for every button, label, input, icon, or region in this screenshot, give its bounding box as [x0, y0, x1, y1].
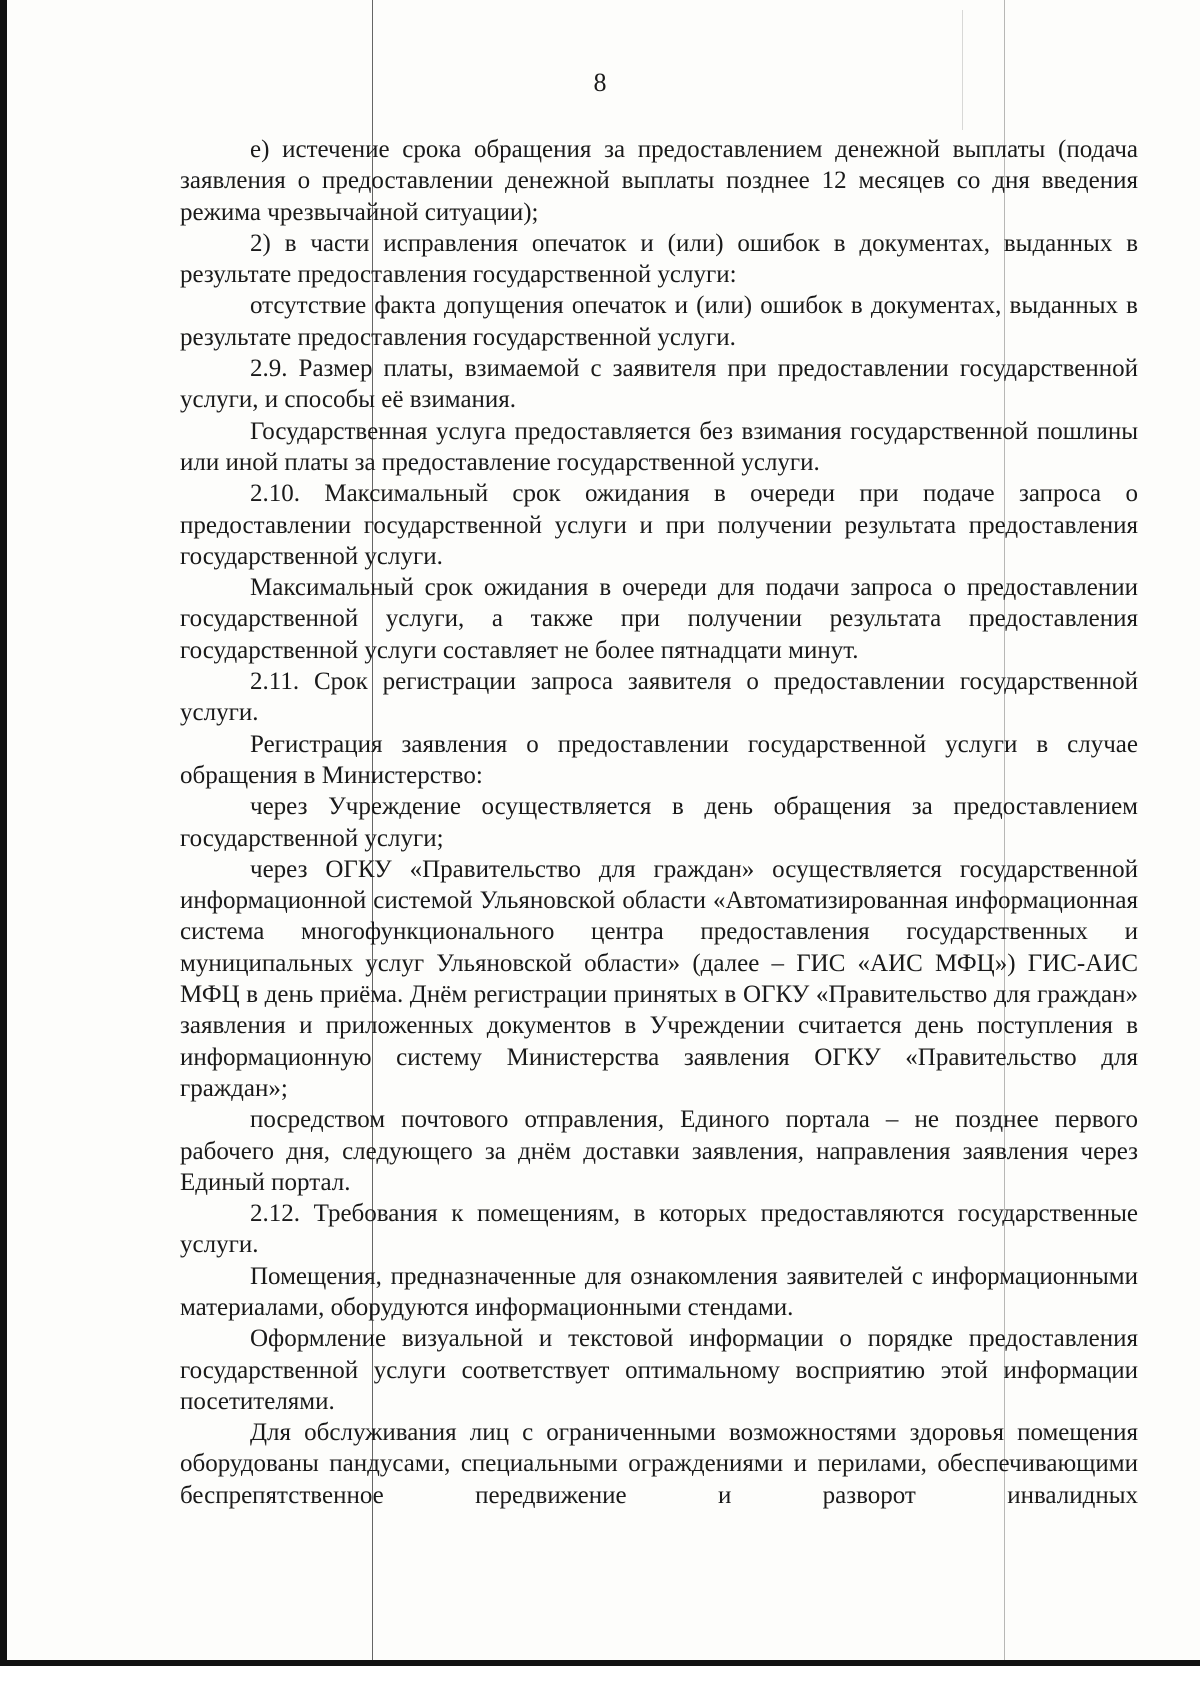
- paragraph: Помещения, предназначенные для ознакомления заявителей с информационными материалами, оборудуются информационными стендами.: [180, 1262, 1138, 1321]
- paragraph: через ОГКУ «Правительство для граждан» осуществляется государственной информационной системой Ульяновской области «Автоматизированная информационная система многофункционального центра предоставления государственных и муниципальных услуг Ульяновской области» (далее – ГИС «АИС МФЦ») ГИС-АИС МФЦ в день приёма. Днём регистрации принятых в ОГКУ «Правительство для граждан» заявления и приложенных документов в Учреждении считается день поступления в информационную систему Министерства заявления ОГКУ «Правительство для граждан»;: [180, 855, 1138, 1102]
- paragraph: Оформление визуальной и текстовой информации о порядке предоставления государственной услуги соответствует оптимальному восприятию этой информации посетителями.: [180, 1325, 1138, 1415]
- scanner-left-edge: [0, 0, 7, 1688]
- section-heading: 2.11. Срок регистрации запроса заявителя о предоставлении государственной услуги.: [180, 668, 1138, 727]
- paragraph: отсутствие факта допущения опечаток и (или) ошибок в документах, выданных в результате предоставления государственной услуги.: [180, 292, 1138, 351]
- paragraph: Максимальный срок ожидания в очереди для подачи запроса о предоставлении государственной услуги, а также при получении результата предоставления государственной услуги составляет не более пятнадцати минут.: [180, 574, 1138, 664]
- section-heading: 2.12. Требования к помещениям, в которых предоставляются государственные услуги.: [180, 1200, 1138, 1259]
- page-number: 8: [593, 68, 607, 97]
- document-body: [180, 134, 1138, 1511]
- paragraph: 2) в части исправления опечаток и (или) ошибок в документах, выданных в результате предоставления государственной услуги:: [180, 229, 1138, 289]
- paragraph: посредством почтового отправления, Единого портала – не позднее первого рабочего дня, следующего за днём доставки заявления, направления заявления через Единый портал.: [180, 1106, 1138, 1196]
- paragraph: через Учреждение осуществляется в день обращения за предоставлением государственной услуги;: [180, 793, 1138, 852]
- paragraph: е) истечение срока обращения за предоставлением денежной выплаты (подача заявления о предоставлении денежной выплаты позднее 12 месяцев со дня введения режима чрезвычайной ситуации);: [180, 136, 1138, 226]
- section-heading: 2.9. Размер платы, взимаемой с заявителя при предоставлении государственной услуги, и способы её взимания.: [180, 355, 1138, 414]
- paragraph: Государственная услуга предоставляется без взимания государственной пошлины или иной платы за предоставление государственной услуги.: [180, 417, 1138, 476]
- paragraph: Для обслуживания лиц с ограниченными возможностями здоровья помещения оборудованы пандусами, специальными ограждениями и перилами, обеспечивающими беспрепятственное передвижение и разворот инвалидных: [180, 1419, 1138, 1509]
- paragraph: Регистрация заявления о предоставлении государственной услуги в случае обращения в Министерство:: [180, 730, 1138, 789]
- section-heading: 2.10. Максимальный срок ожидания в очереди при подаче запроса о предоставлении государственной услуги и при получении результата предоставления государственной услуги.: [180, 480, 1138, 570]
- scanner-bottom-edge: [0, 1660, 1200, 1688]
